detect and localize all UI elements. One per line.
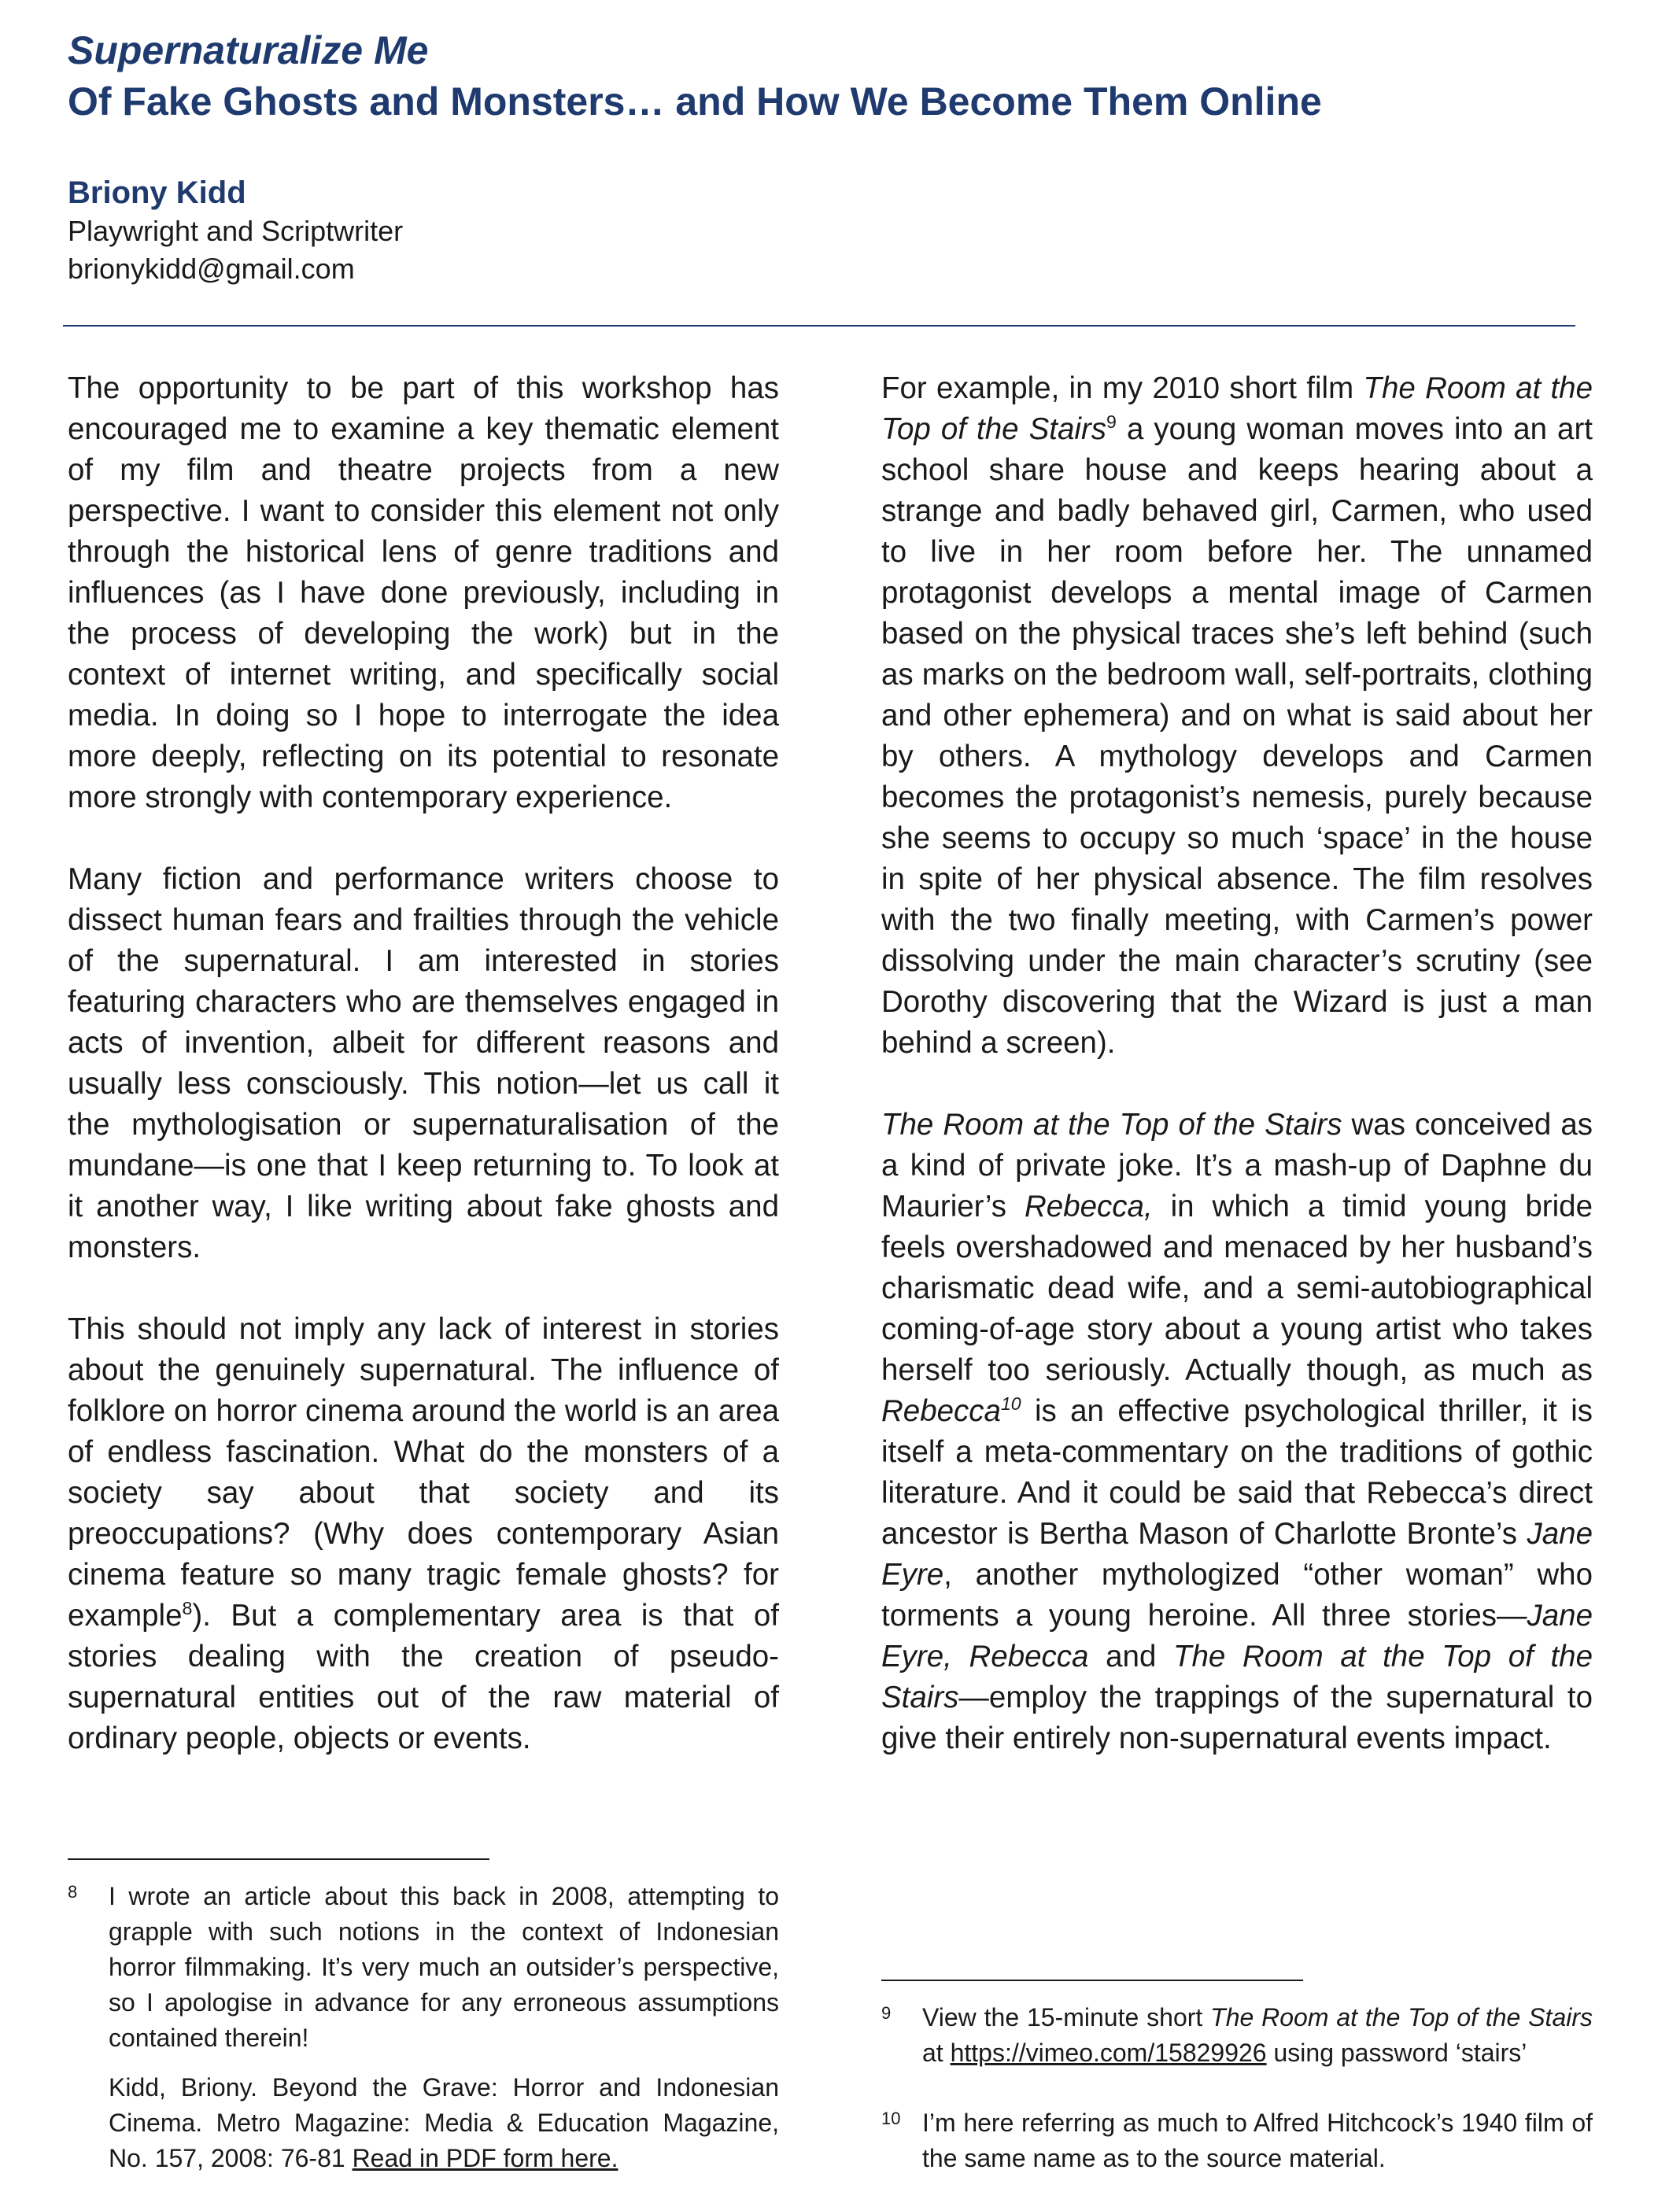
footnote-text-part: using password ‘stairs’ bbox=[1266, 2039, 1527, 2067]
paragraph-text: For example, in my 2010 short film bbox=[881, 371, 1364, 405]
book-title: Jane Eyre, Rebecca bbox=[881, 1599, 1593, 1673]
author-name: Briony Kidd bbox=[68, 175, 246, 210]
footnote-text: I’m here referring as much to Alfred Hitchcock’s 1940 film of the same name as to the source material. bbox=[922, 2109, 1593, 2172]
footnote-text-part: View the 15-minute short bbox=[922, 2003, 1211, 2031]
paragraph-text: , another mythologized “other woman” who torments a young heroine. All three stories— bbox=[881, 1558, 1593, 1633]
right-column bbox=[881, 368, 1593, 1800]
film-title: The Room at the Top of the Stairs bbox=[881, 371, 1593, 446]
article-header bbox=[68, 25, 1578, 288]
footnote-number: 8 bbox=[68, 1882, 78, 1902]
film-title: The Room at the Top of the Stairs bbox=[1210, 2003, 1593, 2031]
paragraph-text: —employ the trappings of the supernatural to give their entirely non-supernatural events impact. bbox=[881, 1681, 1593, 1755]
footnote-8 bbox=[68, 1879, 779, 2176]
paragraph-text: is an effective psychological thriller, it is itself a meta-commentary on the traditions of gothic literature. And it could be said that Rebecca’s direct ancestor is Bertha Mason of Charlotte Bronte’s bbox=[881, 1394, 1593, 1551]
book-title: Rebecca bbox=[881, 1394, 1001, 1428]
vimeo-link[interactable]: https://vimeo.com/15829926 bbox=[950, 2039, 1267, 2067]
author-email[interactable]: brionykidd@gmail.com bbox=[68, 253, 355, 285]
footnote-divider-left bbox=[68, 1858, 489, 1860]
paragraph-text: and bbox=[1088, 1640, 1173, 1673]
footnote-number: 10 bbox=[881, 2109, 901, 2128]
paragraph-fiction-writers: Many fiction and performance writers choose to dissect human fears and frailties through the vehicle of the supernatural. I am interested in stories featuring characters who are themselves engaged in acts of invention, albeit for different reasons and usually less consciously. This notion—let us call it the mythologisation or supernaturalisation of the mundane—is one that I keep returning to. To look at it another way, I like writing about fake ghosts and monsters. bbox=[68, 862, 779, 1264]
article-title: Supernaturalize Me bbox=[68, 28, 429, 72]
film-title: The Room at the Top of the Stairs bbox=[881, 1108, 1342, 1142]
paragraph-genuine-supernatural bbox=[68, 1309, 779, 1759]
paragraph-short-film bbox=[881, 368, 1593, 1064]
footnote-text bbox=[922, 2000, 1593, 2071]
book-title: Rebecca, bbox=[1025, 1190, 1153, 1223]
footnote-divider-right bbox=[881, 1980, 1303, 1981]
paragraph-text: was conceived as a kind of private joke. It’s a mash-up of Daphne du Maurier’s bbox=[881, 1108, 1593, 1223]
citation-text: Kidd, Briony. Beyond the Grave: Horror and Indonesian Cinema. Metro Magazine: Media & Education Magazine, No. 157, 2008: 76-81 bbox=[109, 2073, 779, 2172]
header-divider bbox=[63, 325, 1575, 327]
paragraph-text: This should not imply any lack of interest in stories about the genuinely supernatural. The influence of folklore on horror cinema around the world is an area of endless fascination. What do the monsters of a society say about that society and its preoccupations? (Why does contemporary Asian cinema feature so many tragic female ghosts? for example bbox=[68, 1312, 779, 1633]
footnote-ref-8[interactable]: 8 bbox=[182, 1598, 193, 1619]
paragraph-text: in which a timid young bride feels overshadowed and menaced by her husband’s charismatic dead wife, and a semi-autobiographical coming-of-age story about a young artist who takes herself too seriously. Actually though, as much as bbox=[881, 1190, 1593, 1387]
author-affiliation: Playwright and Scriptwriter bbox=[68, 215, 404, 247]
paragraph-private-joke bbox=[881, 1105, 1593, 1759]
paragraph-intro: The opportunity to be part of this workshop has encouraged me to examine a key thematic element of my film and theatre projects from a new perspective. I want to consider this element not only through the historical lens of genre traditions and influences (as I have done previously, including in the process of developing the work) but in the context of internet writing, and specifically social media. In doing so I hope to interrogate the idea more deeply, reflecting on its potential to resonate more strongly with contemporary experience. bbox=[68, 371, 779, 814]
footnote-text-part: at bbox=[922, 2039, 951, 2067]
film-title: The Room at the Top of the Stairs bbox=[881, 1640, 1593, 1714]
paragraph-text: a young woman moves into an art school share house and keeps hearing about a strange and badly behaved girl, Carmen, who used to live in her room before her. The unnamed protagonist develops a mental image of Carmen based on the physical traces she’s left behind (such as marks on the bedroom wall, self-portraits, clothing and other ephemera) and on what is said about her by others. A mythology develops and Carmen becomes the protagonist’s nemesis, purely because she seems to occupy so much ‘space’ in the house in spite of her physical absence. The film resolves with the two finally meeting, with Carmen’s power dissolving under the main character’s scrutiny (see Dorothy discovering that the Wizard is just a man behind a screen). bbox=[881, 412, 1593, 1060]
pdf-link[interactable]: Read in PDF form here. bbox=[352, 2144, 618, 2172]
footnote-number: 9 bbox=[881, 2003, 892, 2023]
footnote-text: I wrote an article about this back in 2008, attempting to grapple with such notions in the context of Indonesian horror filmmaking. It’s very much an outsider’s perspective, so I apologise in advance for any erroneous assumptions contained therein! bbox=[109, 1882, 779, 2052]
footnote-9 bbox=[881, 2000, 1593, 2071]
left-column bbox=[68, 368, 779, 1800]
footnote-10 bbox=[881, 2105, 1593, 2176]
footnote-ref-10[interactable]: 10 bbox=[1000, 1393, 1021, 1415]
article-subtitle: Of Fake Ghosts and Monsters… and How We Become Them Online bbox=[68, 79, 1322, 124]
paragraph-text: ). But a complementary area is that of stories dealing with the creation of pseudo-supernatural entities out of the raw material of ordinary people, objects or events. bbox=[68, 1599, 779, 1755]
book-title: Jane Eyre bbox=[881, 1517, 1593, 1592]
footnote-citation bbox=[109, 2070, 779, 2176]
footnote-ref-9[interactable]: 9 bbox=[1106, 411, 1117, 433]
